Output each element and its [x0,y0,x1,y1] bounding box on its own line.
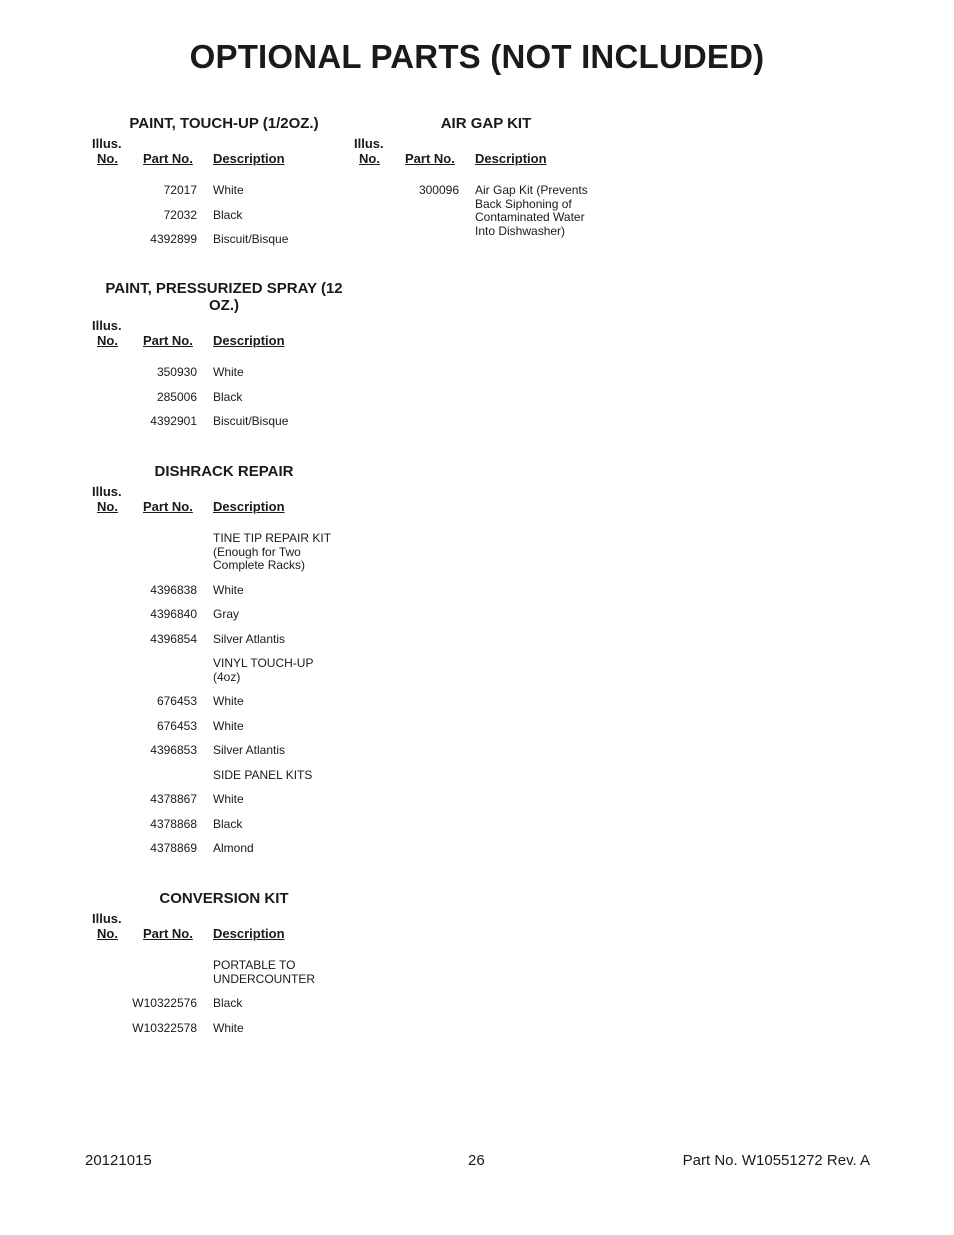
description-header: Description [213,499,285,514]
part-description: Gray [213,607,240,621]
part-description: Black [213,207,243,222]
part-number: 4396838 [150,582,197,597]
part-number: 4396854 [150,631,197,646]
section-air-gap-kit [354,115,616,249]
column-headers [92,318,354,352]
part-number: 72017 [163,183,197,197]
part-row [92,415,354,429]
part-number: 4378869 [150,841,197,855]
part-no-header: Part No. [143,151,193,166]
illus-no-header: No. [97,151,118,166]
part-description: Biscuit/Bisque [213,414,289,428]
footer-part-number: Part No. W10551272 Rev. A [682,1152,870,1169]
part-description: White [213,694,244,708]
column-headers [92,911,354,945]
part-number: 350930 [156,365,197,379]
part-row [92,391,354,405]
part-no-header: Part No. [143,926,193,941]
section-paint-touch-up [92,115,354,258]
part-number: 4378868 [150,816,197,831]
part-row [92,959,354,986]
part-row [354,184,616,238]
part-description: Black [213,389,243,404]
part-description: VINYL TOUCH-UP (4oz) [213,656,314,684]
part-description: Biscuit/Bisque [213,232,289,246]
part-row [92,818,354,832]
part-number: 72032 [163,207,197,222]
parts-list [92,366,354,429]
section-title: PAINT, PRESSURIZED SPRAY (12 OZ.) [105,280,343,314]
part-row [92,608,354,622]
column-headers [354,136,616,170]
part-description: Air Gap Kit (Prevents Back Siphoning of Contaminated Water Into Dishwasher) [475,183,588,238]
part-row [92,997,354,1011]
illus-no-header: No. [359,151,380,166]
parts-list [92,532,354,856]
part-description: Almond [213,841,254,855]
section-paint-spray [92,280,354,440]
part-number: W10322576 [132,996,197,1010]
illus-header: Illus. [92,484,122,499]
part-row [92,633,354,647]
part-description: Black [213,996,243,1010]
part-description: White [213,183,244,197]
part-description: White [213,718,244,733]
part-number: 676453 [156,718,197,733]
illus-no-header: No. [97,926,118,941]
part-description: White [213,365,244,379]
part-row [92,184,354,198]
part-number: 4392899 [150,232,197,246]
column-headers [92,136,354,170]
section-title: AIR GAP KIT [440,115,532,132]
part-number: 4396840 [150,607,197,621]
footer-page-number: 26 [468,1152,485,1169]
part-description: White [213,792,244,806]
part-row [92,842,354,856]
part-number: 4396853 [150,743,197,757]
part-no-header: Part No. [143,333,193,348]
description-header: Description [475,151,547,166]
part-no-header: Part No. [143,499,193,514]
part-number: 4378867 [150,792,197,806]
description-header: Description [213,926,285,941]
part-row [92,793,354,807]
section-dishrack-repair [92,463,354,867]
illus-no-header: No. [97,333,118,348]
part-row [92,209,354,223]
part-row [92,366,354,380]
section-title: PAINT, TOUCH-UP (1/2OZ.) [129,115,319,132]
parts-list [92,184,354,247]
part-no-header: Part No. [405,151,455,166]
part-description: White [213,1020,244,1035]
illus-header: Illus. [92,911,122,926]
section-title: DISHRACK REPAIR [154,463,294,480]
part-number: 300096 [418,183,459,197]
part-description: SIDE PANEL KITS [213,767,313,782]
part-row [92,744,354,758]
part-number: 676453 [156,694,197,708]
parts-list [354,184,616,238]
part-description: Silver Atlantis [213,743,286,757]
part-description: Black [213,816,243,831]
part-row [92,720,354,734]
illus-header: Illus. [92,318,122,333]
part-row [92,532,354,573]
part-row [92,769,354,783]
illus-header: Illus. [92,136,122,151]
illus-no-header: No. [97,499,118,514]
footer-date: 20121015 [85,1152,152,1169]
illus-header: Illus. [354,136,384,151]
section-title: CONVERSION KIT [159,890,289,907]
part-row [92,657,354,684]
page-title: OPTIONAL PARTS (NOT INCLUDED) [189,38,765,75]
part-row [92,584,354,598]
part-description: PORTABLE TO UNDERCOUNTER [213,958,315,986]
part-row [92,695,354,709]
parts-list [92,959,354,1035]
part-number: 285006 [156,389,197,404]
part-description: Silver Atlantis [213,631,286,646]
description-header: Description [213,151,285,166]
column-headers [92,484,354,518]
part-number: W10322578 [132,1020,197,1035]
part-row [92,1022,354,1036]
part-row [92,233,354,247]
part-number: 4392901 [150,414,197,428]
part-description: TINE TIP REPAIR KIT (Enough for Two Complete Racks) [213,531,331,572]
section-conversion-kit [92,890,354,1046]
part-description: White [213,582,244,597]
description-header: Description [213,333,285,348]
